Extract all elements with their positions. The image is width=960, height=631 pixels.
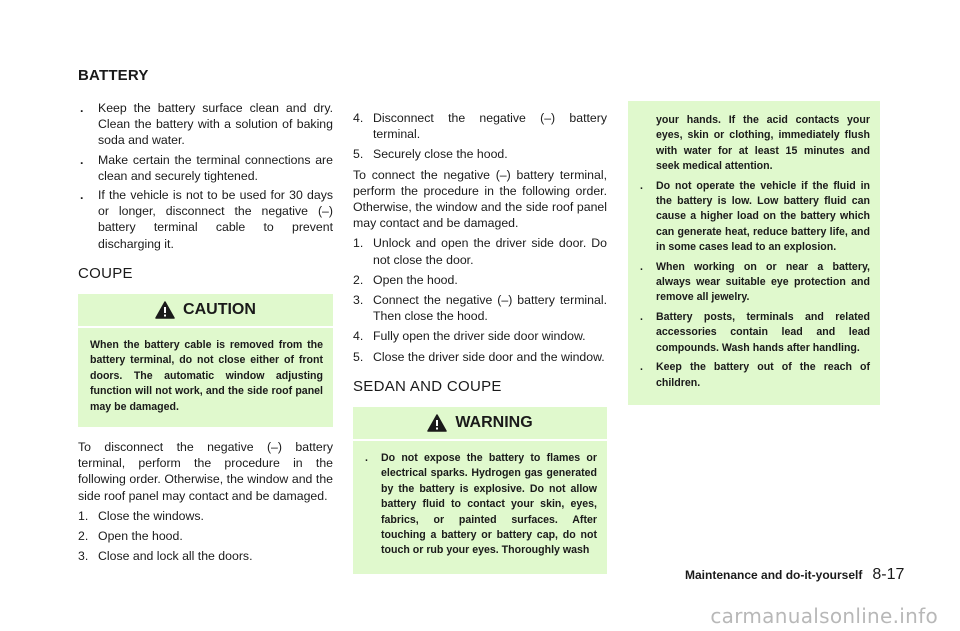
- list-item: . If the vehicle is not to be used for 30 days or longer, disconnect the negative (–) battery terminal cable to prevent discharging it.: [80, 188, 333, 251]
- warning-label: WARNING: [455, 413, 533, 431]
- page-footer: [685, 566, 904, 584]
- list-item: 1. Close the windows.: [78, 508, 204, 523]
- list-item: . Keep the battery out of the reach of children.: [640, 361, 870, 389]
- column-2: [353, 110, 607, 586]
- caution-header: [78, 294, 333, 328]
- warning-continuation: your hands. If the acid contacts your eyes, skin or clothing, immediately flush with water for at least 15 minutes and seek medical attention.: [656, 114, 870, 173]
- caution-text: When the battery cable is removed from the battery terminal, do not close either of front doors. The automatic window adjusting function will not work, and the side roof panel may be damaged.: [90, 339, 323, 413]
- warning-triangle-icon: [427, 414, 447, 432]
- warning-triangle-icon: [155, 301, 175, 319]
- list-item: . Do not operate the vehicle if the fluid in the battery is low. Low battery fluid can cause a higher load on the battery which can generate heat, reduce battery life, and in some cases lead to an explosion.: [640, 179, 870, 254]
- list-item: 3. Close and lock all the doors.: [78, 549, 253, 564]
- list-item: 5. Close the driver side door and the window.: [353, 349, 605, 364]
- column-1: [78, 100, 333, 568]
- caution-label: CAUTION: [183, 300, 256, 318]
- list-item: 4. Fully open the driver side door window.: [353, 329, 586, 344]
- watermark: carmanualsonline.info: [710, 604, 938, 628]
- list-item: 2. Open the hood.: [78, 529, 183, 544]
- list-item: . Make certain the terminal connections are clean and securely tightened.: [80, 152, 333, 183]
- list-item: 3. Connect the negative (–) battery terminal. Then close the hood.: [353, 293, 607, 324]
- section-heading-sedan-coupe: SEDAN AND COUPE: [353, 377, 502, 395]
- page-title: BATTERY: [78, 67, 149, 84]
- list-item: . Keep the battery surface clean and dry. Clean the battery with a solution of baking soda and water.: [80, 101, 333, 148]
- list-item: . Do not expose the battery to flames or electrical sparks. Hydrogen gas generated by the battery is explosive. Do not allow battery fluid to contact your skin, eyes, fabrics, or painted surfaces. After touching a battery or battery cap, do not touch or rub your eyes. Thoroughly wash: [365, 452, 597, 557]
- page-number: 8-17: [872, 566, 905, 583]
- list-item: 2. Open the hood.: [353, 272, 458, 287]
- warning-box-continued: [628, 101, 880, 405]
- column-3: [628, 101, 880, 405]
- footer-section: Maintenance and do-it-yourself: [685, 568, 863, 582]
- connect-intro: To connect the negative (–) battery terminal, perform the procedure in the following order. Otherwise, the window and the side roof panel may contact and be damaged.: [353, 167, 607, 231]
- list-item: . Battery posts, terminals and related accessories contain lead and lead compounds. Wash hands after handling.: [640, 310, 870, 354]
- warning-header: [353, 407, 607, 441]
- section-heading-coupe: COUPE: [78, 264, 133, 282]
- list-item: 4. Disconnect the negative (–) battery terminal.: [353, 111, 607, 142]
- warning-box: [353, 407, 607, 574]
- caution-box: [78, 294, 333, 427]
- list-item: . When working on or near a battery, always wear suitable eye protection and remove all jewelry.: [640, 260, 870, 304]
- list-item: 1. Unlock and open the driver side door. Do not close the door.: [353, 236, 607, 267]
- list-item: 5. Securely close the hood.: [353, 147, 508, 162]
- disconnect-intro: To disconnect the negative (–) battery terminal, perform the procedure in the following order. Otherwise, the window and the side roof panel may contact and be damaged.: [78, 440, 333, 503]
